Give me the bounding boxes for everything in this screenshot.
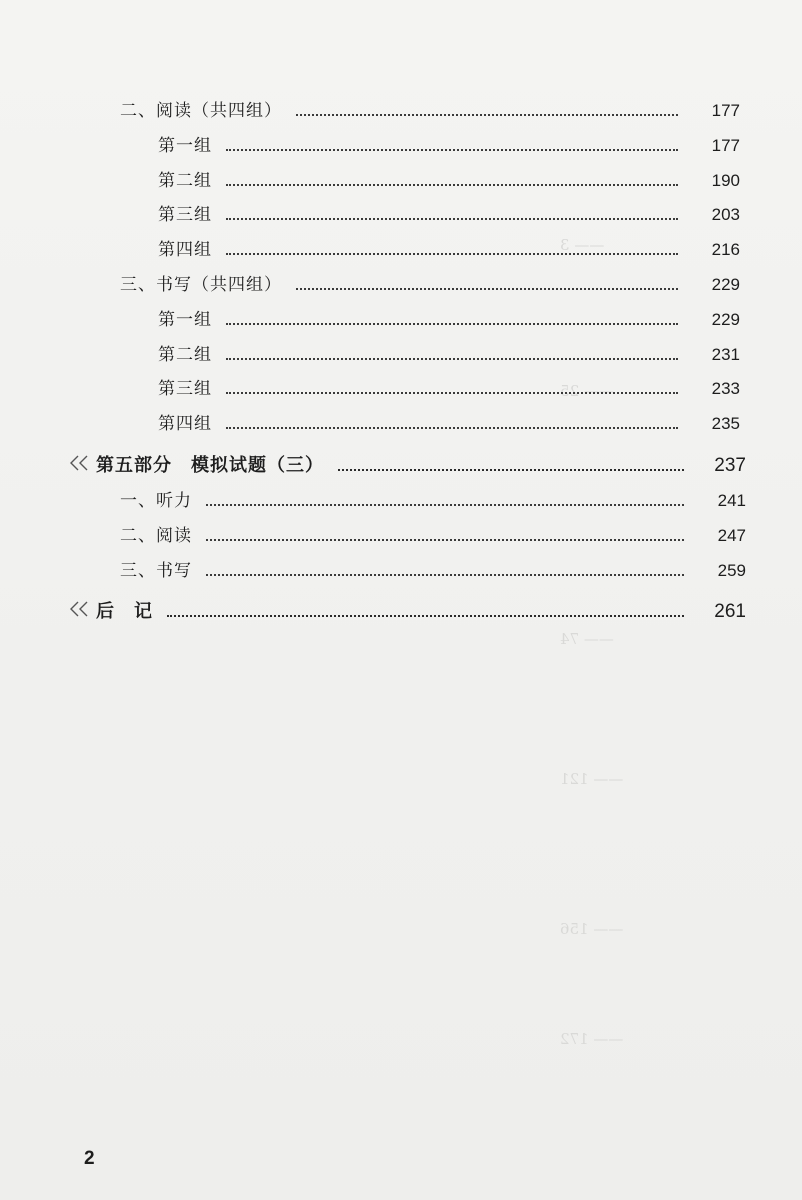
toc-entry-page: 177 (711, 136, 740, 155)
toc-entry-page: 235 (711, 414, 740, 433)
toc-entry-title: 第二组 (158, 171, 212, 191)
dot-leader (296, 288, 678, 290)
toc-entry-title: 三、书写（共四组） (120, 275, 282, 295)
show-through-text: —— 74 (560, 630, 614, 648)
double-chevron-icon (68, 454, 90, 472)
toc-entry-page: 241 (717, 491, 746, 510)
dot-leader (226, 323, 678, 325)
dot-leader (206, 574, 684, 576)
dot-leader (226, 427, 678, 429)
toc-entry[interactable] (158, 305, 740, 335)
toc-entry-page: 229 (711, 310, 740, 329)
dot-leader (338, 469, 684, 471)
toc-entry[interactable] (158, 340, 740, 370)
toc-entry-page: 190 (711, 171, 740, 190)
dot-leader (206, 539, 684, 541)
toc-entry-page: 216 (711, 240, 740, 259)
toc-entry-page: 247 (717, 526, 746, 545)
toc-entry-title: 第四组 (158, 240, 212, 260)
toc-section-entry[interactable] (96, 451, 746, 481)
toc-entry[interactable] (158, 166, 740, 196)
toc-entry-title: 二、阅读 (120, 526, 192, 546)
toc-entry[interactable] (120, 270, 740, 300)
page-number: 2 (84, 1148, 95, 1169)
show-through-text: —— 121 (560, 770, 624, 788)
toc-entry-page: 233 (711, 379, 740, 398)
show-through-text: —— 156 (560, 920, 624, 938)
toc-entry-title: 第二组 (158, 345, 212, 365)
dot-leader (226, 184, 678, 186)
toc-entry-page: 177 (711, 101, 740, 120)
show-through-text: —— 25 (560, 382, 614, 400)
dot-leader (226, 253, 678, 255)
dot-leader (206, 504, 684, 506)
toc-entry[interactable] (120, 486, 746, 516)
dot-leader (226, 358, 678, 360)
toc-entry-title: 二、阅读（共四组） (120, 101, 282, 121)
toc-entry[interactable] (158, 409, 740, 439)
toc-entry-title: 后 记 (96, 601, 153, 622)
double-chevron-icon (68, 600, 90, 618)
toc-entry-title: 第三组 (158, 379, 212, 399)
toc-entry-page: 231 (711, 345, 740, 364)
toc-entry-page: 261 (714, 601, 746, 622)
toc-entry-page: 259 (717, 561, 746, 580)
toc-entry-title: 第三组 (158, 205, 212, 225)
show-through-text: —— 172 (560, 1030, 624, 1048)
toc-entry[interactable] (120, 96, 740, 126)
toc-entry-title: 第一组 (158, 310, 212, 330)
toc-entry-page: 229 (711, 275, 740, 294)
toc-entry-page: 203 (711, 205, 740, 224)
toc-entry[interactable] (120, 556, 746, 586)
dot-leader (226, 149, 678, 151)
toc-entry-title: 一、听力 (120, 491, 192, 511)
toc-entry[interactable] (120, 521, 746, 551)
show-through-text: —— 3 (560, 236, 605, 254)
dot-leader (226, 392, 678, 394)
toc-entry-title: 第五部分 模拟试题（三） (96, 455, 324, 476)
toc-entry-title: 第一组 (158, 136, 212, 156)
dot-leader (167, 615, 684, 617)
toc-entry[interactable] (158, 235, 740, 265)
toc-entry[interactable] (158, 374, 740, 404)
dot-leader (226, 218, 678, 220)
toc-entry-title: 第四组 (158, 414, 212, 434)
toc-entry-title: 三、书写 (120, 561, 192, 581)
toc-entry-page: 237 (714, 455, 746, 476)
toc-entry[interactable] (158, 131, 740, 161)
dot-leader (296, 114, 678, 116)
toc-section-entry[interactable] (96, 597, 746, 627)
toc-entry[interactable] (158, 200, 740, 230)
